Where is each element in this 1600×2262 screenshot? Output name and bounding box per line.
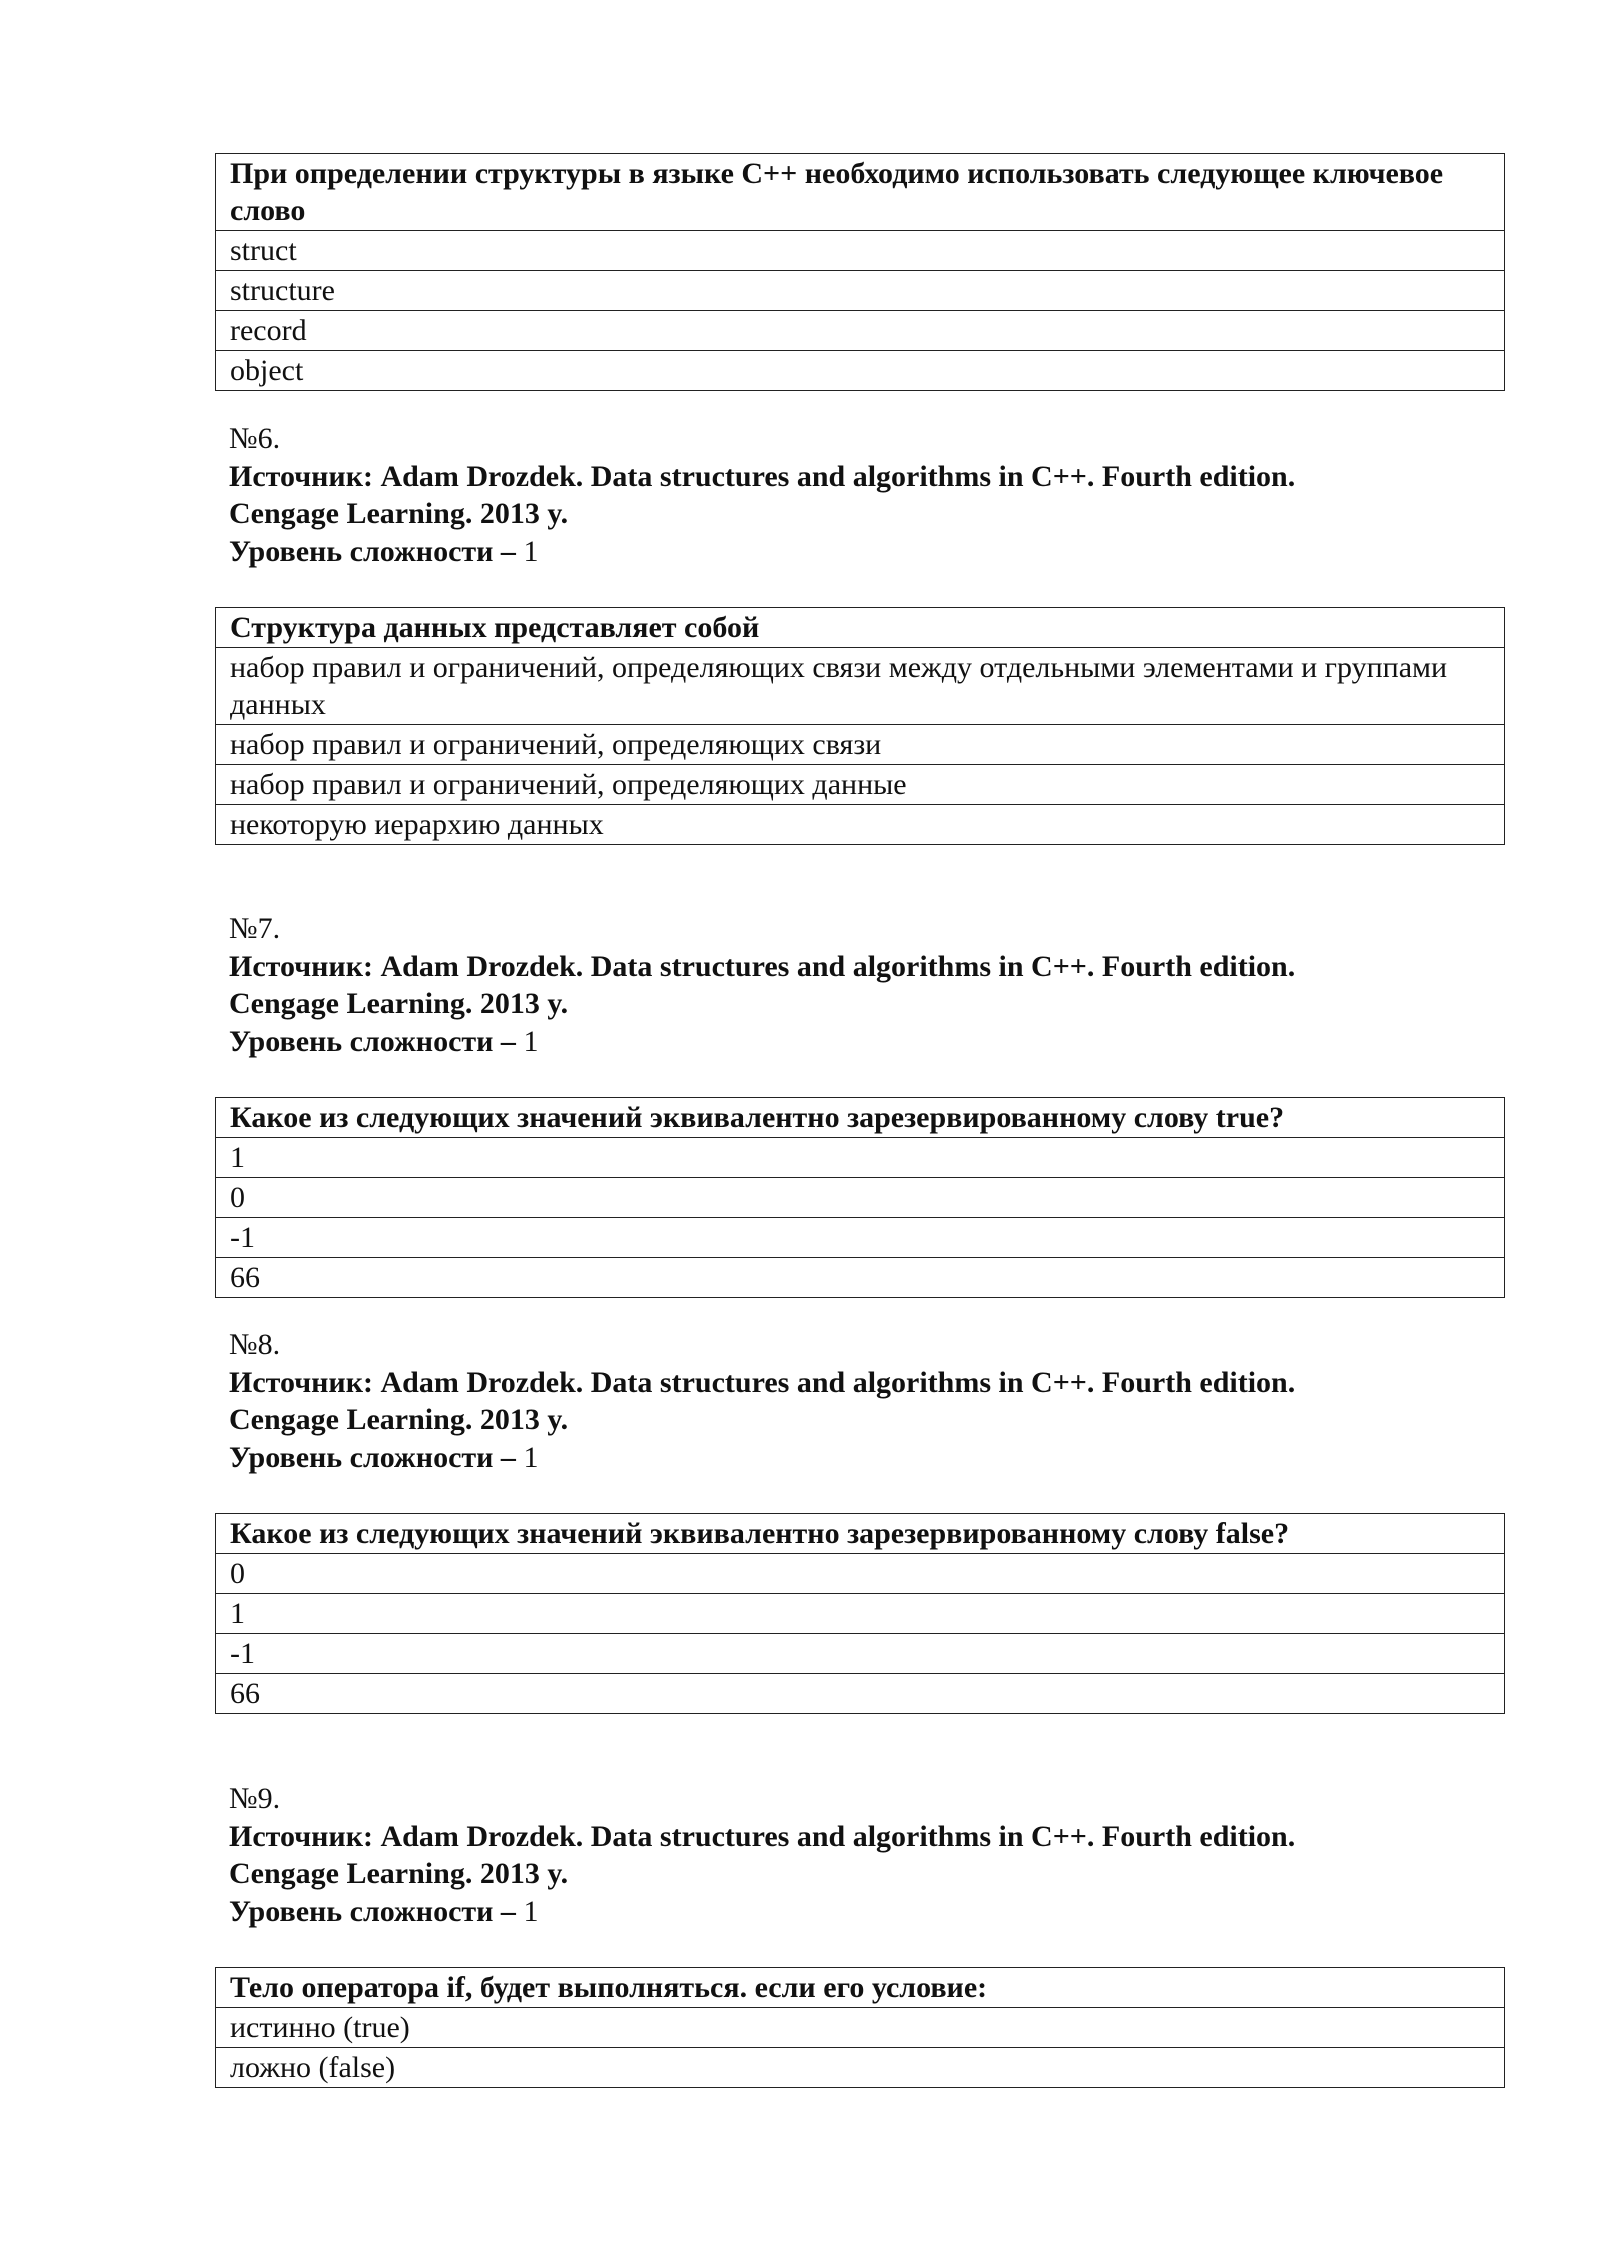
difficulty-value: 1 (523, 1024, 539, 1058)
difficulty-label: Уровень сложности – (229, 1024, 516, 1058)
difficulty-level (229, 1439, 1499, 1477)
answer-option: -1 (216, 1634, 1505, 1674)
question-text: При определении структуры в языке С++ необходимо использовать следующее ключевое слово (216, 154, 1505, 231)
difficulty-level (229, 1893, 1499, 1931)
answer-row (216, 1554, 1505, 1594)
answer-row (216, 271, 1505, 311)
difficulty-value: 1 (523, 1440, 539, 1474)
answer-row (216, 765, 1505, 805)
question-number: №7. (229, 912, 281, 945)
answer-row (216, 2048, 1505, 2088)
source-line-1: Источник: Adam Drozdek. Data structures and algorithms in C++. Fourth edition. (229, 459, 1296, 493)
source-line-1: Источник: Adam Drozdek. Data structures and algorithms in C++. Fourth edition. (229, 949, 1296, 983)
answer-option: -1 (216, 1218, 1505, 1258)
source-line-2: Cengage Learning. 2013 y. (229, 1403, 569, 1436)
difficulty-level (229, 1023, 1499, 1061)
difficulty-value: 1 (523, 1894, 539, 1928)
answer-row (216, 231, 1505, 271)
answer-option: некоторую иерархию данных (216, 805, 1505, 845)
question-text: Какое из следующих значений эквивалентно зарезервированному слову true? (216, 1098, 1505, 1138)
answer-row (216, 1138, 1505, 1178)
question-row (216, 608, 1505, 648)
difficulty-label: Уровень сложности – (229, 1440, 516, 1474)
answer-option: 1 (216, 1138, 1505, 1178)
answer-option: record (216, 311, 1505, 351)
question-text: Какое из следующих значений эквивалентно зарезервированному слову false? (216, 1514, 1505, 1554)
question-header-8 (229, 1326, 1499, 1476)
answer-option: набор правил и ограничений, определяющих связи (216, 725, 1505, 765)
difficulty-level (229, 533, 1499, 571)
answer-row (216, 351, 1505, 391)
question-number: №9. (229, 1782, 281, 1815)
question-text: Структура данных представляет собой (216, 608, 1505, 648)
question-text: Тело оператора if, будет выполняться. если его условие: (216, 1968, 1505, 2008)
answer-row (216, 1258, 1505, 1298)
difficulty-value: 1 (523, 534, 539, 568)
source-line-2: Cengage Learning. 2013 y. (229, 497, 569, 530)
answer-option: 0 (216, 1178, 1505, 1218)
answer-option: structure (216, 271, 1505, 311)
answer-row (216, 648, 1505, 725)
difficulty-label: Уровень сложности – (229, 1894, 516, 1928)
answer-option: 66 (216, 1674, 1505, 1714)
question-row (216, 1968, 1505, 2008)
difficulty-label: Уровень сложности – (229, 534, 516, 568)
question-header-9 (229, 1780, 1499, 1930)
question-number: №6. (229, 422, 281, 455)
question-row (216, 154, 1505, 231)
answer-row (216, 1218, 1505, 1258)
question-table-8 (215, 1513, 1505, 1714)
answer-option: набор правил и ограничений, определяющих связи между отдельными элементами и группами данных (216, 648, 1505, 725)
question-header-6 (229, 420, 1499, 570)
answer-option: истинно (true) (216, 2008, 1505, 2048)
source-line-1: Источник: Adam Drozdek. Data structures and algorithms in C++. Fourth edition. (229, 1365, 1296, 1399)
answer-row (216, 1634, 1505, 1674)
question-table-7 (215, 1097, 1505, 1298)
answer-row (216, 2008, 1505, 2048)
question-header-7 (229, 910, 1499, 1060)
source-line-2: Cengage Learning. 2013 y. (229, 987, 569, 1020)
answer-row (216, 1674, 1505, 1714)
answer-row (216, 1594, 1505, 1634)
answer-option: object (216, 351, 1505, 391)
question-row (216, 1514, 1505, 1554)
question-row (216, 1098, 1505, 1138)
answer-row (216, 805, 1505, 845)
answer-option: 1 (216, 1594, 1505, 1634)
source-line-1: Источник: Adam Drozdek. Data structures and algorithms in C++. Fourth edition. (229, 1819, 1296, 1853)
question-number: №8. (229, 1328, 281, 1361)
source-line-2: Cengage Learning. 2013 y. (229, 1857, 569, 1890)
answer-option: 66 (216, 1258, 1505, 1298)
answer-row (216, 311, 1505, 351)
answer-option: набор правил и ограничений, определяющих данные (216, 765, 1505, 805)
question-table-9 (215, 1967, 1505, 2088)
answer-option: struct (216, 231, 1505, 271)
answer-row (216, 1178, 1505, 1218)
answer-option: ложно (false) (216, 2048, 1505, 2088)
answer-option: 0 (216, 1554, 1505, 1594)
answer-row (216, 725, 1505, 765)
question-table-6 (215, 607, 1505, 845)
question-table-5 (215, 153, 1505, 391)
